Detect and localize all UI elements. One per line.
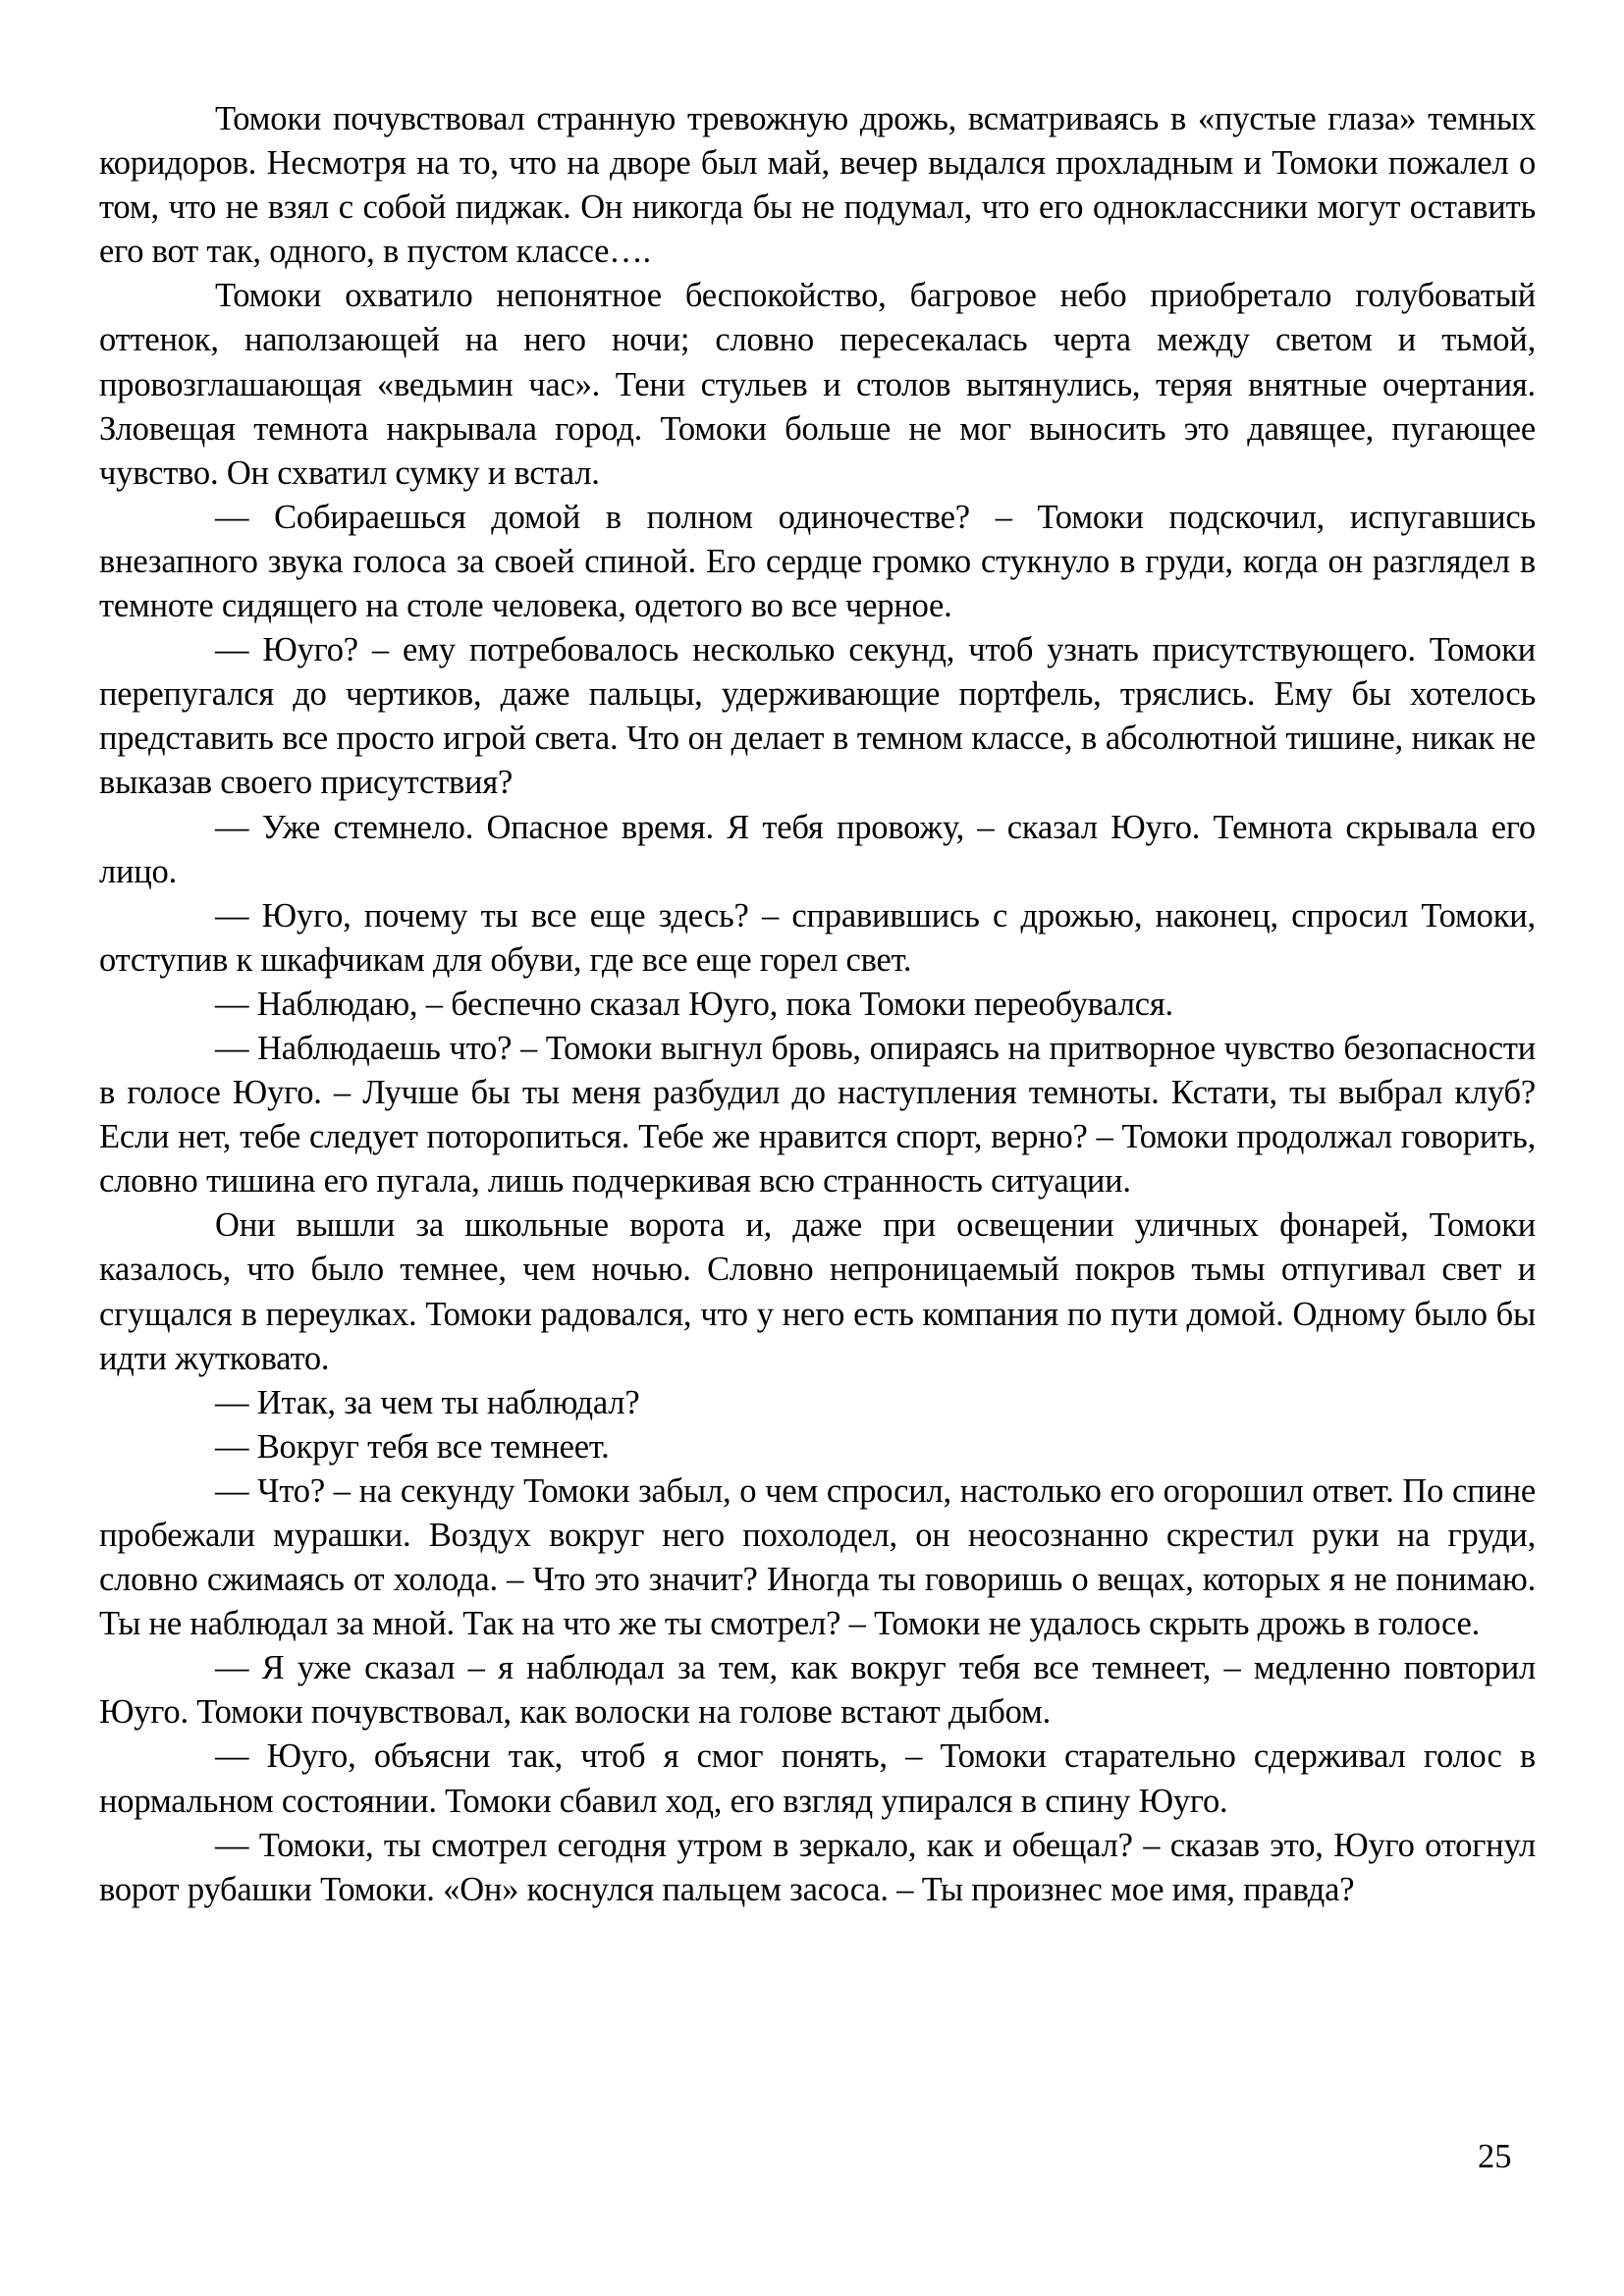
paragraph: — Юуго? – ему потребовалось несколько секунд, чтоб узнать присутствующего. Томоки перепугался до чертиков, даже пальцы, удерживающие портфель, тряслись. Ему бы хотелось представить все просто игрой света. Что он делает в темном классе, в абсолютной тишине, никак не выказав своего присутствия?	[99, 631, 1536, 802]
paragraph: — Уже стемнело. Опасное время. Я тебя провожу, – сказал Юуго. Темнота скрывала его лицо.	[99, 808, 1536, 890]
paragraph: — Юуго, почему ты все еще здесь? – справившись с дрожью, наконец, спросил Томоки, отступив к шкафчикам для обуви, где все еще горел свет.	[99, 896, 1536, 979]
paragraph: — Юуго, объясни так, чтоб я смог понять, – Томоки старательно сдерживал голос в нормальном состоянии. Томоки сбавил ход, его взгляд упирался в спину Юуго.	[99, 1737, 1536, 1820]
paragraph: — Томоки, ты смотрел сегодня утром в зеркало, как и обещал? – сказав это, Юуго отогнул ворот рубашки Томоки. «Он» коснулся пальцем засоса. – Ты произнес мое имя, правда?	[99, 1826, 1536, 1908]
page-number: 25	[1478, 2138, 1512, 2175]
paragraph: — Наблюдаешь что? – Томоки выгнул бровь, опираясь на притворное чувство безопасности в голосе Юуго. – Лучше бы ты меня разбудил до наступления темноты. Кстати, ты выбрал клуб? Если нет, тебе следует поторопиться. Тебе же нравится спорт, верно? – Томоки продолжал говорить, словно тишина его пугала, лишь подчеркивая всю странность ситуации.	[99, 1029, 1536, 1201]
paragraph: — Итак, за чем ты наблюдал?	[215, 1383, 640, 1421]
paragraph: — Наблюдаю, – беспечно сказал Юуго, пока Томоки переобувался.	[215, 985, 1173, 1023]
paragraph: — Я уже сказал – я наблюдал за тем, как вокруг тебя все темнеет, – медленно повторил Юуго. Томоки почувствовал, как волоски на голове встают дыбом.	[99, 1649, 1536, 1732]
paragraph: Томоки охватило непонятное беспокойство, багровое небо приобретало голубоватый оттенок, наползающей на него ночи; словно пересекалась черта между светом и тьмой, провозглашающая «ведьмин час». Тени стульев и столов вытянулись, теряя внятные очертания. Зловещая темнота накрывала город. Томоки больше не мог выносить это давящее, пугающее чувство. Он схватил сумку и встал.	[99, 277, 1536, 492]
paragraph: — Вокруг тебя все темнеет.	[215, 1427, 610, 1466]
document-body	[99, 97, 1536, 1912]
paragraph: — Собираешься домой в полном одиночестве? – Томоки подскочил, испугавшись внезапного звука голоса за своей спиной. Его сердце громко стукнуло в груди, когда он разглядел в темноте сидящего на столе человека, одетого во все черное.	[99, 498, 1536, 625]
paragraph: — Что? – на секунду Томоки забыл, о чем спросил, настолько его огорошил ответ. По спине пробежали мурашки. Воздух вокруг него похолодел, он неосознанно скрестил руки на груди, словно сжимаясь от холода. – Что это значит? Иногда ты говоришь о вещах, которых я не понимаю. Ты не наблюдал за мной. Так на что же ты смотрел? – Томоки не удалось скрыть дрожь в голосе.	[99, 1471, 1536, 1643]
paragraph: Томоки почувствовал странную тревожную дрожь, всматриваясь в «пустые глаза» темных коридоров. Несмотря на то, что на дворе был май, вечер выдался прохладным и Томоки пожалел о том, что не взял с собой пиджак. Он никогда бы не подумал, что его одноклассники могут оставить его вот так, одного, в пустом классе….	[99, 100, 1536, 271]
paragraph: Они вышли за школьные ворота и, даже при освещении уличных фонарей, Томоки казалось, что было темнее, чем ночью. Словно непроницаемый покров тьмы отпугивал свет и сгущался в переулках. Томоки радовался, что у него есть компания по пути домой. Одному было бы идти жутковато.	[99, 1206, 1536, 1377]
